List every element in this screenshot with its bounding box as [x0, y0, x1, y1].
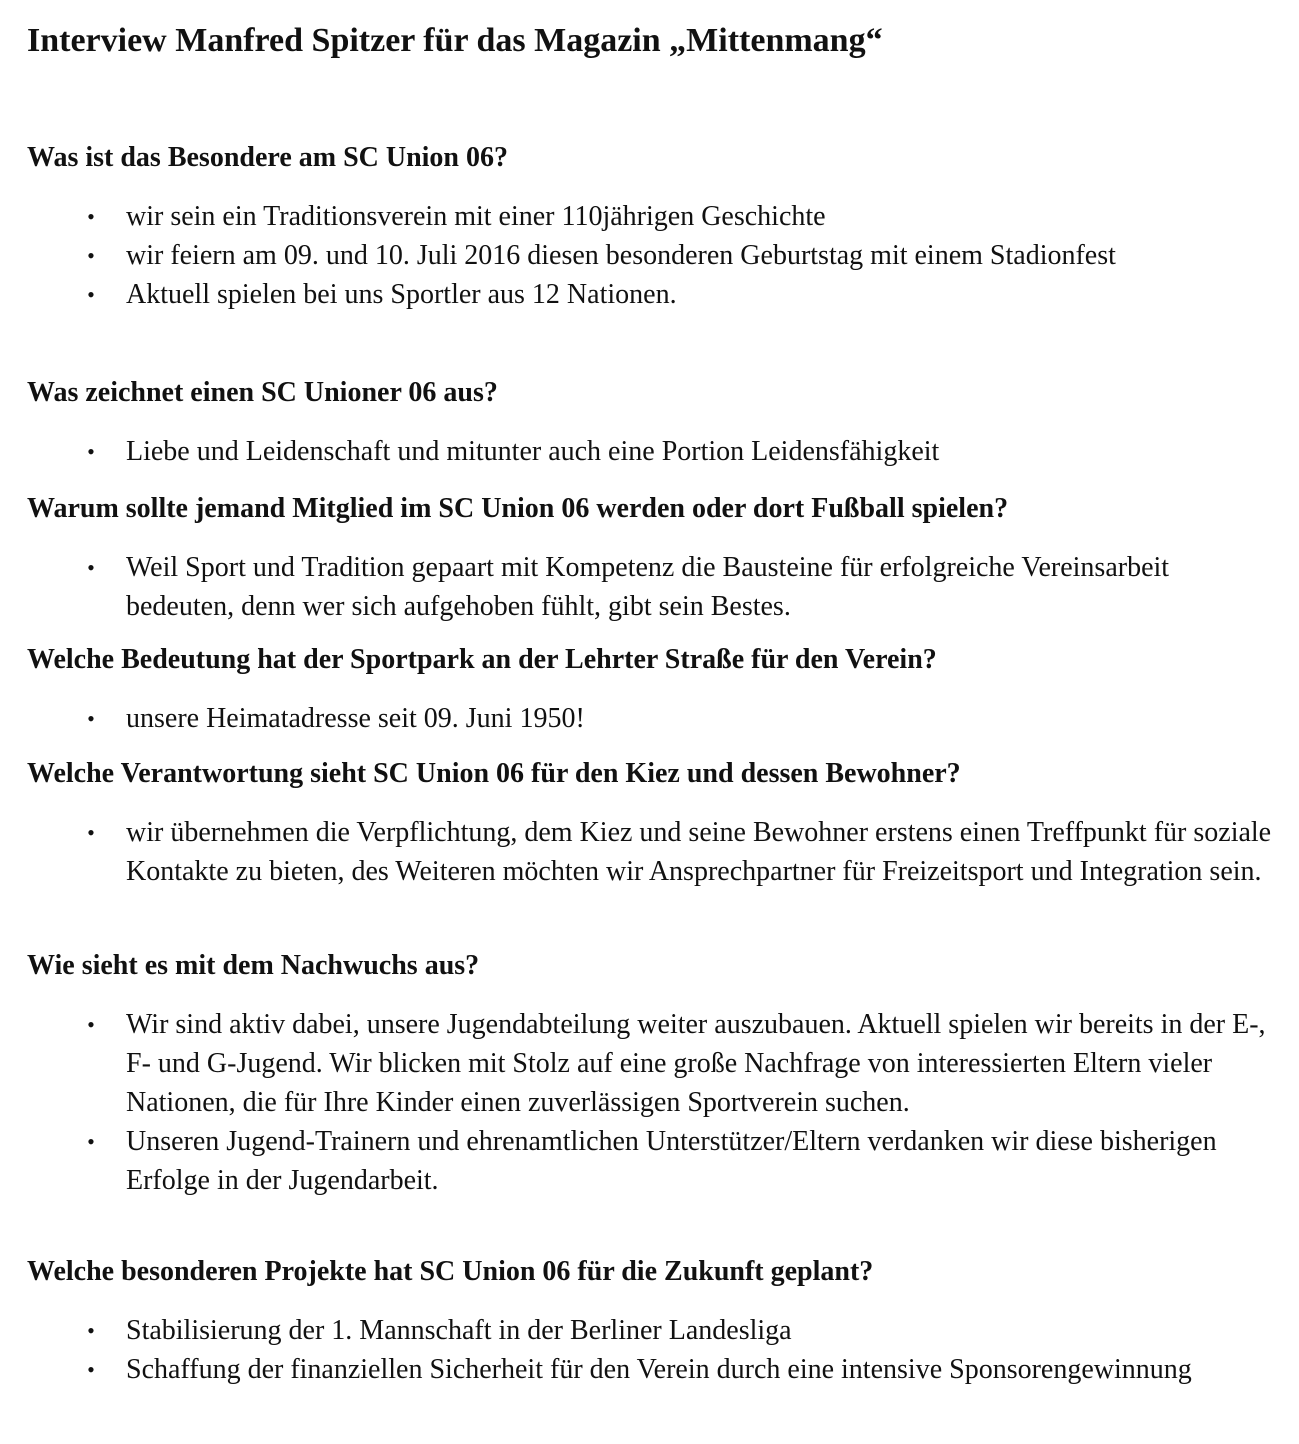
answer-text: Stabilisierung der 1. Mannschaft in der Berliner Landesliga: [126, 1315, 792, 1346]
answer-text: wir feiern am 09. und 10. Juli 2016 diesen besonderen Geburtstag mit einem Stadionfest: [126, 240, 1116, 271]
answer-item: [27, 432, 1289, 471]
bullet-icon: •: [87, 282, 95, 307]
interview-section: [27, 491, 1289, 626]
answer-item: [27, 699, 1289, 738]
answer-list: [27, 432, 1289, 471]
question-heading: Was ist das Besondere am SC Union 06?: [27, 142, 509, 173]
answer-text: Liebe und Leidenschaft und mitunter auch eine Portion Leidensfähigkeit: [126, 436, 940, 467]
question-heading: Wie sieht es mit dem Nachwuchs aus?: [27, 950, 480, 981]
bullet-icon: •: [87, 706, 95, 731]
bullet-icon: •: [87, 1012, 95, 1037]
bullet-icon: •: [87, 204, 95, 229]
answer-text: wir übernehmen die Verpflichtung, dem Kiez und seine Bewohner erstens einen Treffpunkt für soziale Kontakte zu bieten, des Weiteren möchten wir Ansprechpartner für Freizeitsport und Integration sein.: [126, 817, 1272, 887]
answer-list: [27, 699, 1289, 738]
answer-list: [27, 197, 1289, 314]
answer-text: Unseren Jugend-Trainern und ehrenamtlichen Unterstützer/Eltern verdanken wir diese bisherigen Erfolge in der Jugendarbeit.: [126, 1126, 1217, 1196]
interview-section: [27, 1254, 1289, 1389]
answer-list: [27, 813, 1289, 891]
interview-section: [27, 756, 1289, 891]
interview-section: [27, 140, 1289, 314]
answer-text: wir sein ein Traditionsverein mit einer 110jährigen Geschichte: [126, 201, 826, 232]
answer-item: [27, 197, 1289, 236]
bullet-icon: •: [87, 1129, 95, 1154]
answer-item: [27, 236, 1156, 275]
document-title: Interview Manfred Spitzer für das Magazin „Mittenmang“: [27, 22, 883, 59]
answer-item: [27, 1350, 1206, 1389]
answer-item: [27, 1122, 1286, 1200]
answer-item: [27, 548, 1201, 626]
answer-list: [27, 548, 1289, 626]
question-heading: Welche besonderen Projekte hat SC Union 06 für die Zukunft geplant?: [27, 1256, 874, 1287]
answer-text: Weil Sport und Tradition gepaart mit Kompetenz die Bausteine für erfolgreiche Vereinsarbeit bedeuten, denn wer sich aufgehoben fühlt, gibt sein Bestes.: [126, 552, 1170, 622]
question-heading: Welche Bedeutung hat der Sportpark an der Lehrter Straße für den Verein?: [27, 644, 937, 675]
interview-section: [27, 375, 1289, 471]
bullet-icon: •: [87, 555, 95, 580]
question-heading: Warum sollte jemand Mitglied im SC Union 06 werden oder dort Fußball spielen?: [27, 493, 1009, 524]
answer-text: Schaffung der finanziellen Sicherheit für den Verein durch eine intensive Sponsorengewinnung: [126, 1354, 1192, 1385]
bullet-icon: •: [87, 243, 95, 268]
answer-list: [27, 1005, 1289, 1200]
answer-text: Aktuell spielen bei uns Sportler aus 12 Nationen.: [126, 279, 677, 310]
interview-section: [27, 948, 1289, 1200]
answer-text: unsere Heimatadresse seit 09. Juni 1950!: [126, 703, 585, 734]
answer-item: [27, 813, 1286, 891]
bullet-icon: •: [87, 820, 95, 845]
answer-list: [27, 1311, 1289, 1389]
answer-item: [27, 1005, 1286, 1122]
question-heading: Welche Verantwortung sieht SC Union 06 für den Kiez und dessen Bewohner?: [27, 758, 961, 789]
bullet-icon: •: [87, 1318, 95, 1343]
answer-item: [27, 1311, 1289, 1350]
answer-text: Wir sind aktiv dabei, unsere Jugendabteilung weiter auszubauen. Aktuell spielen wir bereits in der E-, F- und G-Jugend. Wir blicken mit Stolz auf eine große Nachfrage von interessierten Eltern vieler Nationen, die für Ihre Kinder einen zuverlässigen Sportverein suchen.: [126, 1009, 1266, 1118]
answer-item: [27, 275, 1289, 314]
bullet-icon: •: [87, 439, 95, 464]
bullet-icon: •: [87, 1357, 95, 1382]
question-heading: Was zeichnet einen SC Unioner 06 aus?: [27, 377, 498, 408]
interview-section: [27, 642, 1289, 738]
